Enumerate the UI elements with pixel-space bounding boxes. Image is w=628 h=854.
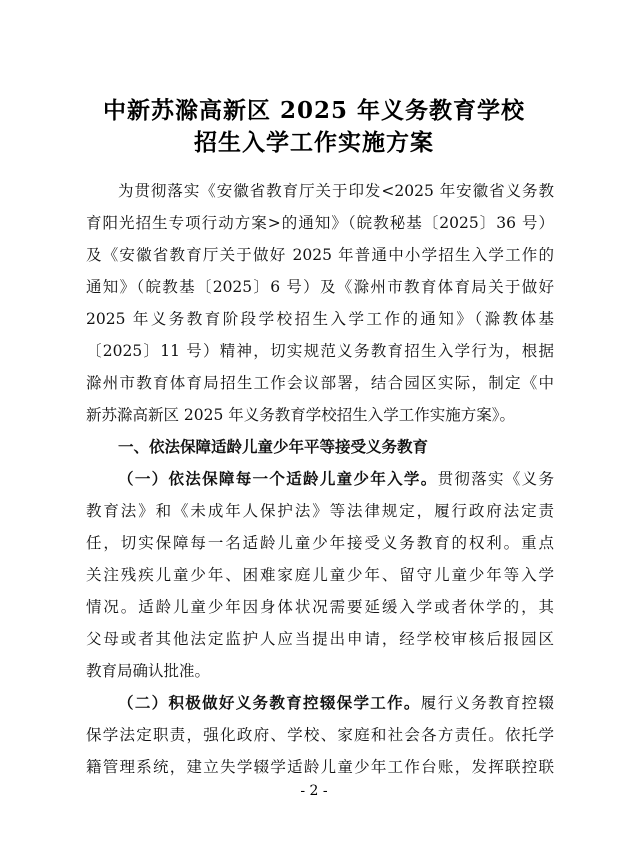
document-title-line-1: 中新苏滁高新区 2025 年义务教育学校 xyxy=(102,97,526,124)
intro-paragraph-line: 育阳光招生专项行动方案>的通知》（皖教秘基〔2025〕36 号） xyxy=(86,214,554,232)
intro-paragraph-line: 滁州市教育体育局招生工作会议部署，结合园区实际，制定《中 xyxy=(86,374,554,392)
item-2-line: 籍管理系统，建立失学辍学适龄儿童少年工作台账，发挥联控联 xyxy=(86,758,554,776)
item-1-line: 父母或者其他法定监护人应当提出申请，经学校审核后报园区 xyxy=(86,630,554,648)
item-1-line: 任，切实保障每一名适龄儿童少年接受义务教育的权利。重点 xyxy=(86,534,554,552)
item-1-heading: （一）依法保障每一个适龄儿童少年入学。 xyxy=(118,469,438,488)
page-number: - 2 - xyxy=(300,783,328,799)
item-1-line: 关注残疾儿童少年、困难家庭儿童少年、留守儿童少年等入学 xyxy=(86,566,554,584)
item-2-first-line xyxy=(118,687,554,719)
item-2-line: 保学法定职责，强化政府、学校、家庭和社会各方责任。依托学 xyxy=(86,726,554,744)
document-title-line-2: 招生入学工作实施方案 xyxy=(194,129,434,156)
item-1-line: 情况。适龄儿童少年因身体状况需要延缓入学或者休学的，其 xyxy=(86,598,554,616)
intro-paragraph-line: 2025 年义务教育阶段学校招生入学工作的通知》（滁教体基 xyxy=(86,310,554,328)
item-2-heading: （二）积极做好义务教育控辍保学工作。 xyxy=(118,693,421,712)
item-1-line: 教育法》和《未成年人保护法》等法律规定，履行政府法定责 xyxy=(86,502,554,520)
item-2-first-line-text: 履行义务教育控辍 xyxy=(420,694,554,712)
intro-paragraph-line: 及《安徽省教育厅关于做好 2025 年普通中小学招生入学工作的 xyxy=(86,246,554,264)
item-1-first-line-text: 贯彻落实《义务 xyxy=(437,470,554,488)
intro-paragraph-line: 新苏滁高新区 2025 年义务教育学校招生入学工作实施方案》。 xyxy=(86,406,516,424)
item-1-line: 教育局确认批准。 xyxy=(86,662,211,680)
item-1-first-line xyxy=(118,463,554,495)
intro-paragraph-line: 通知》（皖教基〔2025〕6 号）及《滁州市教育体育局关于做好 xyxy=(86,278,554,296)
section-heading: 一、依法保障适龄儿童少年平等接受义务教育 xyxy=(118,438,429,456)
intro-paragraph-line: 为贯彻落实《安徽省教育厅关于印发<2025 年安徽省义务教 xyxy=(118,182,554,200)
intro-paragraph-line: 〔2025〕11 号）精神，切实规范义务教育招生入学行为，根据 xyxy=(86,342,554,360)
